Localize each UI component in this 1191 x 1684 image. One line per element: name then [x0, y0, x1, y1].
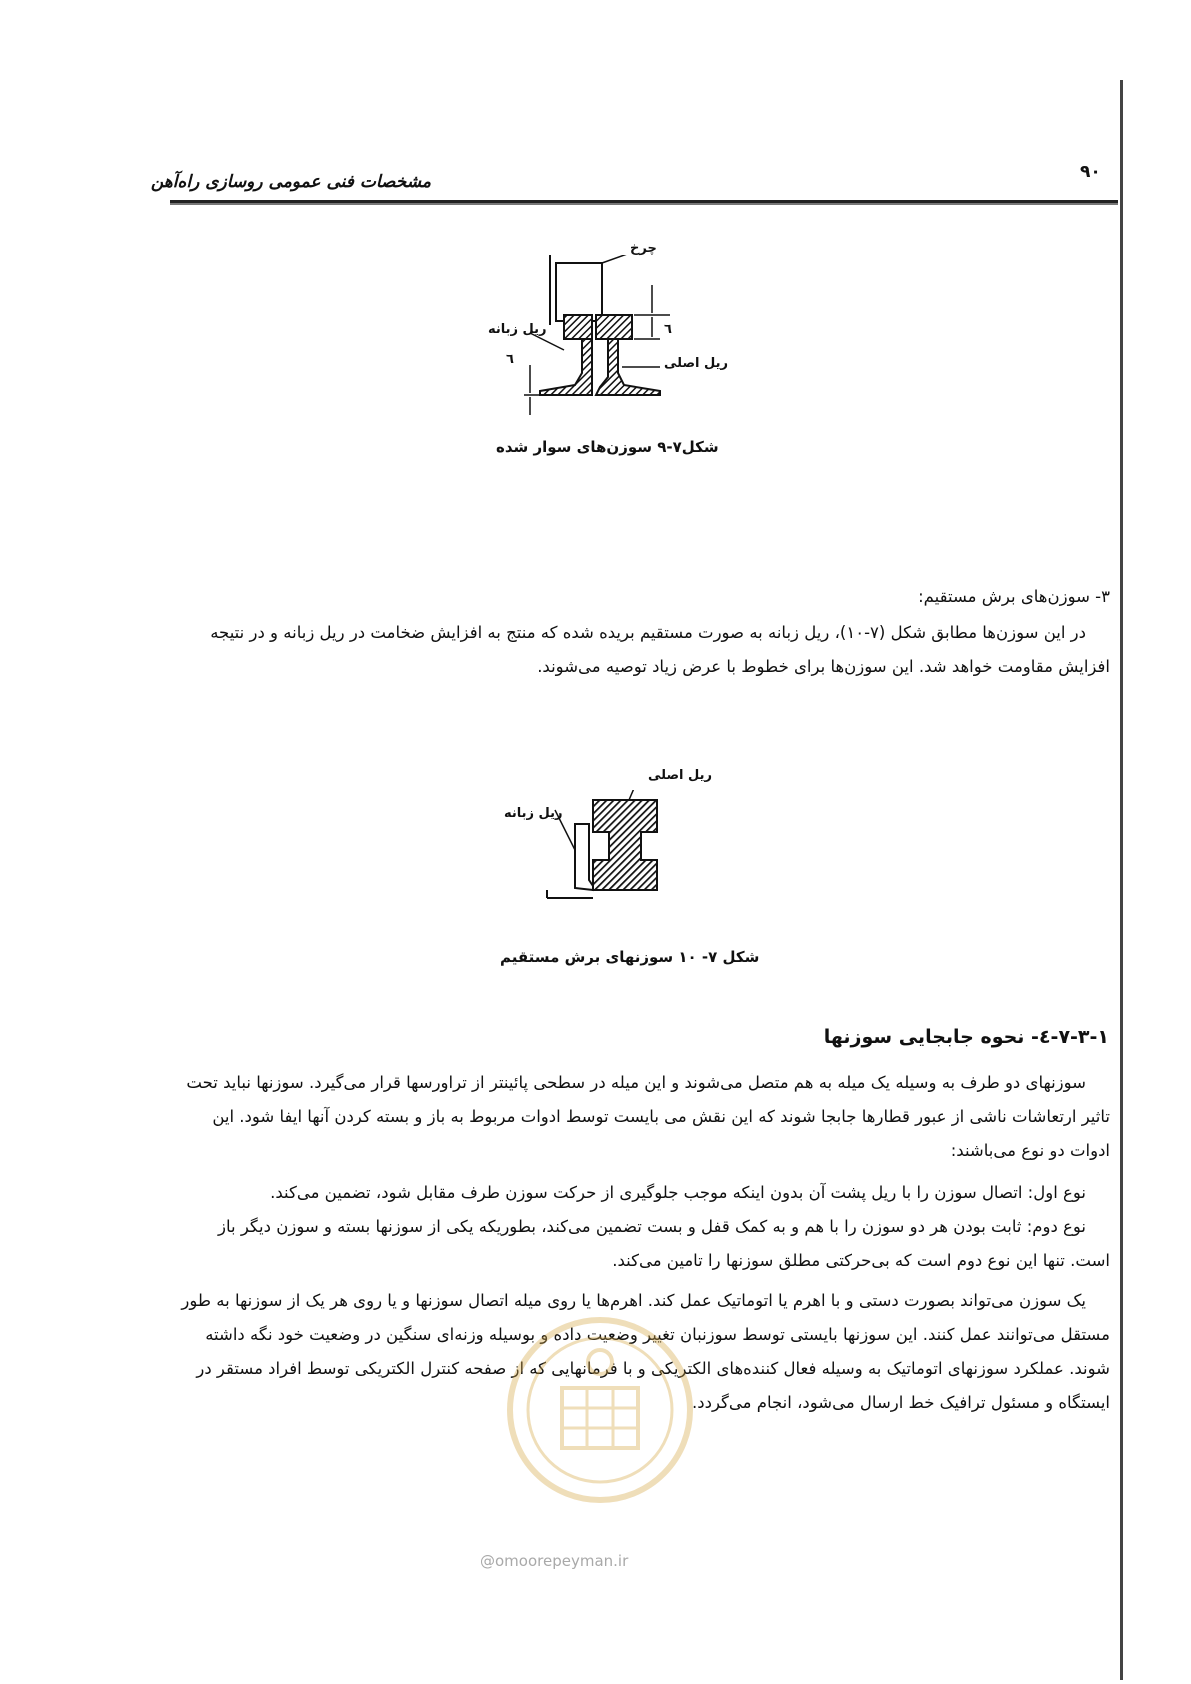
figure-straight-cut-switch-diagram	[545, 790, 685, 940]
section-4-para-1: سوزنهای دو طرف به وسیله یک میله به هم متصل می‌شوند و این میله در سطحی پائینتر از تراورسها قرار می‌گیرد. سوزنها نباید تحت تاثیر ارتعاشات ناشی از عبور قطارها جابجا شوند که این نقش می بایست توسط ادوات مربوط به باز و بسته کردن آنها ایفا شود. این ادوات دو نوع می‌باشند:	[186, 1073, 1110, 1160]
fig9-dim-top: ٦	[664, 322, 672, 337]
watermark-seal-logo	[500, 1310, 700, 1520]
fig10-label-stock-rail: ریل اصلی	[648, 768, 712, 783]
fig9-label-wheel: چرخ	[630, 241, 657, 256]
section-4-type-2: نوع دوم: ثابت بودن هر دو سوزن را با هم و به کمک قفل و بست تضمین می‌کند، بطوریکه یکی از سوزنها بسته و سوزن دیگر باز است. تنها این نوع دوم است که بی‌حرکتی مطلق سوزنها را تامین می‌کند.	[218, 1217, 1110, 1270]
section-3-title	[178, 580, 1110, 614]
fig10-caption: شکل ۷- ۱۰ سوزنهای برش مستقیم	[500, 948, 760, 966]
fig9-caption: شکل۷-۹ سوزن‌های سوار شده	[496, 438, 719, 456]
page-number: ۹۰	[1080, 162, 1101, 182]
fig9-label-stock-rail: ریل اصلی	[664, 356, 728, 371]
section-3-body	[178, 616, 1110, 684]
header-rule	[170, 200, 1118, 205]
scan-edge-line	[1120, 80, 1123, 1680]
section-3-body-text: در این سوزن‌ها مطابق شکل (۷-۱۰)، ریل زبانه به صورت مستقیم بریده شده که منتج به افزایش ضخامت در ریل زبانه و در نتیجه افزایش مقاومت خواهد شد. این سوزن‌ها برای خطوط با عرض زیاد توصیه می‌شوند.	[210, 623, 1110, 676]
watermark-site: @omoorepeyman.ir	[480, 1552, 629, 1570]
section-4-type-1: نوع اول: اتصال سوزن را با ریل پشت آن بدون اینکه موجب جلوگیری از حرکت سوزن طرف مقابل شود، تضمین می‌کند.	[270, 1183, 1086, 1202]
section-4-heading: ۷-۳-۱-٤- نحوه جابجایی سوزنها	[823, 1026, 1109, 1048]
section-4-para-2: یک سوزن می‌تواند بصورت دستی و با اهرم یا اتوماتیک عمل کند. اهرم‌ها یا روی میله اتصال سوزنها و یا روی هر یک از سوزنها به طور مستقل می‌توانند عمل کنند. این سوزنها بایستی توسط سوزنبان تغییر وضعیت داده و بوسیله وزنه‌ای سنگین در وضعیت خود نگه داشته شوند. عملکرد سوزنهای اتوماتیک به وسیله فعال کننده‌های الکتریکی و با فرمانهایی که از صفحه کنترل الکتریکی توسط افراد مستقر در ایستگاه و مسئول ترافیک خط ارسال می‌شود، انجام می‌گردد.	[181, 1291, 1110, 1412]
running-header-title: مشخصات فنی عمومی روسازی راه‌آهن	[150, 172, 431, 192]
fig10-label-switch-rail: ریل زبانه	[504, 806, 563, 821]
figure-mounted-switch-diagram	[520, 255, 700, 435]
fig9-label-switch-rail: ریل زبانه	[488, 322, 547, 337]
fig9-dim-left: ٦	[506, 352, 514, 367]
section-3-title-text: ۳- سوزن‌های برش مستقیم:	[918, 587, 1110, 606]
